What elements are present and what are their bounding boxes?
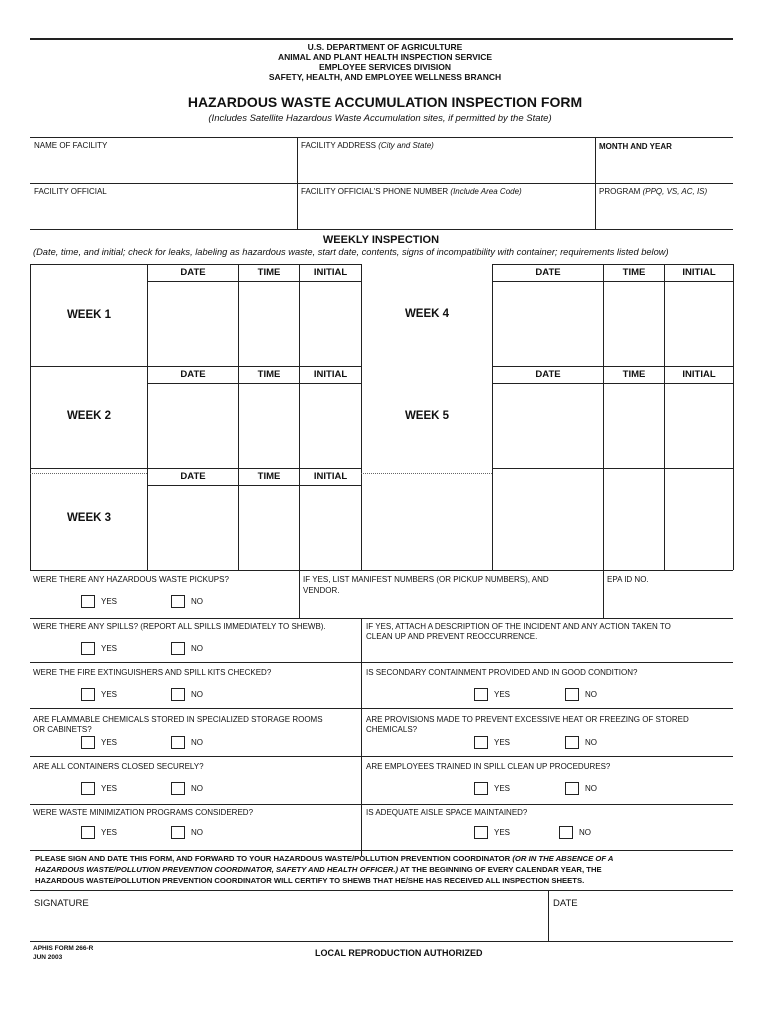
flammable-yes-label: YES [101, 738, 118, 747]
aisle-yes-checkbox[interactable] [474, 826, 488, 839]
week3-label: WEEK 3 [66, 512, 112, 524]
week5-initial-cell[interactable] [665, 384, 733, 468]
aisle-question: IS ADEQUATE AISLE SPACE MAINTAINED? [366, 808, 528, 817]
grid-h-w2-top [30, 366, 361, 367]
extinguishers-yes-label: YES [101, 690, 118, 699]
questions-center-divider [361, 618, 362, 856]
extinguishers-no-label: NO [191, 690, 203, 699]
w4-col-initial: INITIAL [682, 267, 716, 278]
week2-label: WEEK 2 [66, 410, 112, 422]
w3-col-date: DATE [180, 471, 206, 482]
instructions-line-3: HAZARDOUS WASTE/POLLUTION PREVENTION COORDINATOR WILL CERTIFY TO SHEWB THAT HE/SHE HAS RECEIVED ALL INSPECTION SHEETS. [35, 876, 585, 885]
week3-dotted-rule [30, 473, 147, 474]
month-year-field[interactable] [596, 138, 733, 183]
month-year-label: MONTH AND YEAR [599, 142, 672, 151]
closed-yes-checkbox[interactable] [81, 782, 95, 795]
signature-field[interactable] [31, 891, 548, 941]
manifest-label-2: VENDOR. [303, 586, 340, 595]
qd-bottom-rule [30, 756, 733, 757]
pickups-yes-label: YES [101, 597, 118, 606]
flammable-question-2: OR CABINETS? [33, 725, 92, 734]
facility-address-field[interactable] [298, 138, 594, 183]
form-id: APHIS FORM 266-R [33, 945, 94, 952]
aisle-no-checkbox[interactable] [559, 826, 573, 839]
week1-label: WEEK 1 [66, 309, 112, 321]
w4-col-date: DATE [535, 267, 561, 278]
facility-official-label: FACILITY OFFICIAL [34, 187, 107, 196]
closed-yes-label: YES [101, 784, 118, 793]
week3-initial-cell[interactable] [300, 486, 361, 570]
w1-col-date: DATE [180, 267, 206, 278]
instructions-line-1: PLEASE SIGN AND DATE THIS FORM, AND FORWARD TO YOUR HAZARDOUS WASTE/POLLUTION PREVENTION COORDINATOR (OR IN THE ABSENCE OF A [35, 854, 614, 863]
footer-top-rule [30, 850, 733, 851]
week5-date-cell[interactable] [493, 384, 603, 468]
grid-right-edge [733, 264, 734, 570]
agency-line-1: U.S. DEPARTMENT OF AGRICULTURE [307, 42, 463, 52]
w1-col-initial: INITIAL [313, 267, 348, 278]
manifest-field[interactable] [300, 596, 603, 618]
program-field[interactable] [596, 184, 733, 229]
grid-h-w3-top [30, 468, 361, 469]
closed-no-label: NO [191, 784, 203, 793]
phone-label: FACILITY OFFICIAL'S PHONE NUMBER (Include Area Code) [301, 187, 522, 196]
heat-question-2: CHEMICALS? [366, 725, 418, 734]
w2-col-time: TIME [257, 369, 281, 380]
flammable-yes-checkbox[interactable] [81, 736, 95, 749]
instructions-line-2: HAZARDOUS WASTE/POLLUTION PREVENTION COORDINATOR, SAFETY AND HEALTH OFFICER.) AT THE BEGINNING OF EVERY CALENDAR YEAR, THE [35, 865, 602, 874]
grid-h-bottom [30, 570, 733, 571]
spills-yes-label: YES [101, 644, 118, 653]
week3-time-cell[interactable] [239, 486, 299, 570]
pickups-no-checkbox[interactable] [171, 595, 185, 608]
week4-label: WEEK 4 [404, 308, 450, 320]
week6-dotted-rule [361, 473, 492, 474]
week4-initial-cell[interactable] [665, 282, 733, 366]
spills-question: WERE THERE ANY SPILLS? (REPORT ALL SPILLS IMMEDIATELY TO SHEWB). [33, 622, 326, 631]
minimization-yes-checkbox[interactable] [81, 826, 95, 839]
phone-field[interactable] [298, 184, 594, 229]
extinguishers-yes-checkbox[interactable] [81, 688, 95, 701]
facility-name-label: NAME OF FACILITY [34, 141, 108, 150]
grid-h-w5-top [492, 366, 733, 367]
grid-h-top-right [492, 264, 733, 265]
heat-no-label: NO [585, 738, 597, 747]
week5-time-cell[interactable] [604, 384, 664, 468]
containment-no-checkbox[interactable] [565, 688, 579, 701]
qe-bottom-rule [30, 804, 733, 805]
week2-time-cell[interactable] [239, 384, 299, 468]
grid-h-top-left [30, 264, 361, 265]
form-date: JUN 2003 [33, 954, 63, 961]
w4-col-time: TIME [622, 267, 646, 278]
week1-time-cell[interactable] [239, 282, 299, 366]
signature-label: SIGNATURE [34, 898, 89, 909]
spills-description-label-2: CLEAN UP AND PREVENT REOCCURRENCE. [366, 632, 538, 641]
qc-bottom-rule [30, 708, 733, 709]
reproduction-notice: LOCAL REPRODUCTION AUTHORIZED [315, 948, 483, 958]
agency-line-2: ANIMAL AND PLANT HEALTH INSPECTION SERVICE [277, 52, 493, 62]
facility-bottom-rule [30, 229, 733, 230]
containment-yes-label: YES [494, 690, 511, 699]
w5-col-initial: INITIAL [682, 369, 716, 380]
flammable-no-label: NO [191, 738, 203, 747]
w5-col-time: TIME [622, 369, 646, 380]
facility-address-label: FACILITY ADDRESS (City and State) [301, 141, 434, 150]
w3-col-time: TIME [257, 471, 281, 482]
trained-yes-label: YES [494, 784, 511, 793]
minimization-no-checkbox[interactable] [171, 826, 185, 839]
trained-no-checkbox[interactable] [565, 782, 579, 795]
top-rule [30, 38, 733, 40]
heat-yes-checkbox[interactable] [474, 736, 488, 749]
minimization-question: WERE WASTE MINIMIZATION PROGRAMS CONSIDERED? [33, 808, 254, 817]
w5-col-date: DATE [535, 369, 561, 380]
extinguishers-no-checkbox[interactable] [171, 688, 185, 701]
epa-id-field[interactable] [604, 586, 733, 618]
manifest-label: IF YES, LIST MANIFEST NUMBERS (OR PICKUP NUMBERS), AND [303, 575, 549, 584]
pickups-no-label: NO [191, 597, 203, 606]
w2-col-initial: INITIAL [313, 369, 348, 380]
minimization-no-label: NO [191, 828, 203, 837]
week3-date-cell[interactable] [148, 486, 238, 570]
spills-description-label: IF YES, ATTACH A DESCRIPTION OF THE INCIDENT AND ANY ACTION TAKEN TO [366, 622, 671, 631]
heat-no-checkbox[interactable] [565, 736, 579, 749]
trained-question: ARE EMPLOYEES TRAINED IN SPILL CLEAN UP PROCEDURES? [366, 762, 611, 771]
weekly-instructions: (Date, time, and initial; check for leaks, labeling as hazardous waste, start date, contents, signs of incompatibility with container; requirements listed below) [33, 247, 669, 257]
flammable-question: ARE FLAMMABLE CHEMICALS STORED IN SPECIALIZED STORAGE ROOMS [33, 715, 323, 724]
w1-col-time: TIME [257, 267, 281, 278]
qb-bottom-rule [30, 662, 733, 663]
weekly-title: WEEKLY INSPECTION [322, 234, 440, 246]
agency-line-4: SAFETY, HEALTH, AND EMPLOYEE WELLNESS BRANCH [268, 72, 502, 82]
closed-no-checkbox[interactable] [171, 782, 185, 795]
w2-col-date: DATE [180, 369, 206, 380]
signature-bottom-rule [30, 941, 733, 942]
containment-question: IS SECONDARY CONTAINMENT PROVIDED AND IN GOOD CONDITION? [366, 668, 638, 677]
week2-date-cell[interactable] [148, 384, 238, 468]
aisle-no-label: NO [579, 828, 591, 837]
trained-no-label: NO [585, 784, 597, 793]
aisle-yes-label: YES [494, 828, 511, 837]
form-subtitle: (Includes Satellite Hazardous Waste Accumulation sites, if permitted by the State) [208, 113, 552, 124]
week4-date-cell[interactable] [493, 282, 603, 366]
extinguishers-question: WERE THE FIRE EXTINGUISHERS AND SPILL KITS CHECKED? [33, 668, 272, 677]
facility-name-field[interactable] [31, 138, 296, 183]
agency-line-3: EMPLOYEE SERVICES DIVISION [318, 62, 452, 72]
epa-id-label: EPA ID NO. [607, 575, 649, 584]
week2-initial-cell[interactable] [300, 384, 361, 468]
spills-no-checkbox[interactable] [171, 642, 185, 655]
week5-label: WEEK 5 [404, 410, 450, 422]
form-title: HAZARDOUS WASTE ACCUMULATION INSPECTION FORM [187, 94, 583, 110]
flammable-no-checkbox[interactable] [171, 736, 185, 749]
date-label: DATE [553, 898, 578, 909]
heat-question: ARE PROVISIONS MADE TO PREVENT EXCESSIVE HEAT OR FREEZING OF STORED [366, 715, 689, 724]
heat-yes-label: YES [494, 738, 511, 747]
spills-no-label: NO [191, 644, 203, 653]
w3-col-initial: INITIAL [313, 471, 348, 482]
grid-h-right-bottom [492, 468, 733, 469]
pickups-yes-checkbox[interactable] [81, 595, 95, 608]
pickups-question: WERE THERE ANY HAZARDOUS WASTE PICKUPS? [33, 575, 229, 584]
trained-yes-checkbox[interactable] [474, 782, 488, 795]
week1-initial-cell[interactable] [300, 282, 361, 366]
containment-no-label: NO [585, 690, 597, 699]
containers-closed-question: ARE ALL CONTAINERS CLOSED SECURELY? [33, 762, 204, 771]
week1-date-cell[interactable] [148, 282, 238, 366]
minimization-yes-label: YES [101, 828, 118, 837]
week4-time-cell[interactable] [604, 282, 664, 366]
containment-yes-checkbox[interactable] [474, 688, 488, 701]
program-label: PROGRAM (PPQ, VS, AC, IS) [599, 187, 708, 196]
spills-yes-checkbox[interactable] [81, 642, 95, 655]
qa-bottom-rule [30, 618, 733, 619]
date-field[interactable] [549, 891, 733, 941]
facility-official-field[interactable] [31, 184, 296, 229]
